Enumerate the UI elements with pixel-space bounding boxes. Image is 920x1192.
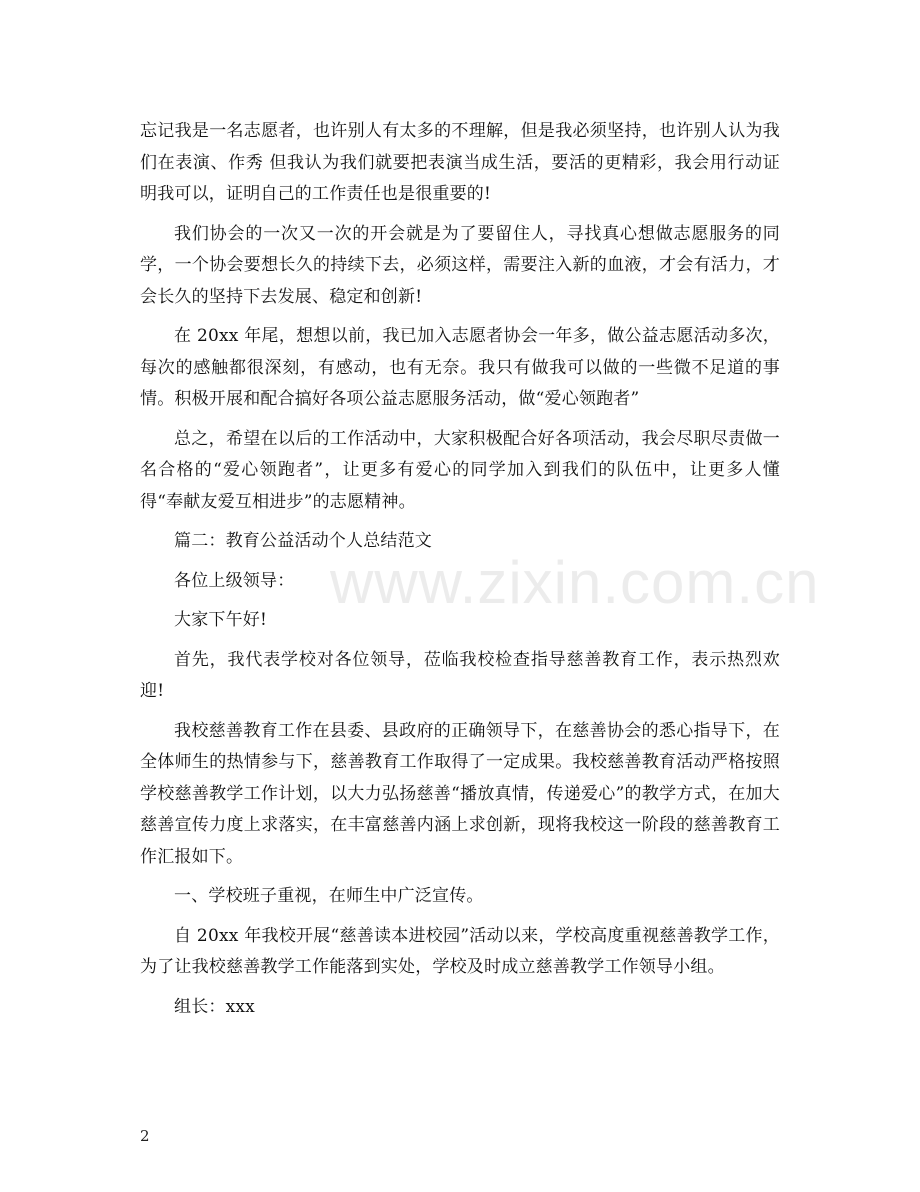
- salutation: 各位上级领导：: [174, 570, 295, 591]
- watermark: www.zixin.com.cn: [330, 549, 820, 616]
- greeting: 大家下午好!: [174, 610, 268, 630]
- document-body: [140, 116, 780, 1031]
- paragraph: 总之，希望在以后的工作活动中，大家积极配合好各项活动，我会尽职尽责做一名合格的“爱心领跑者”，让更多有爱心的同学加入到我们的队伍中，让更多人懂得“奉献友爱互相进步”的志愿精神。: [140, 428, 780, 512]
- paragraph: 组长：xxx: [174, 996, 255, 1017]
- paragraph: 首先，我代表学校对各位领导，莅临我校检查指导慈善教育工作，表示热烈欢迎!: [140, 649, 780, 701]
- paragraph: 在 20xx 年尾，想想以前，我已加入志愿者协会一年多，做公益志愿活动多次，每次的感触都很深刻，有感动，也有无奈。我只有做我可以做的一些微不足道的事情。积极开展和配合搞好各项公益志愿服务活动，做“爱心领跑者”: [140, 326, 780, 409]
- subsection-heading: 一、学校班子重视，在师生中广泛宣传。: [174, 886, 484, 906]
- paragraph: 我们协会的一次又一次的开会就是为了要留住人，寻找真心想做志愿服务的同学，一个协会要想长久的持续下去，必须这样，需要注入新的血液，才会有活力，才会长久的坚持下去发展、稳定和创新!: [140, 223, 780, 307]
- paragraph: 忘记我是一名志愿者，也许别人有太多的不理解，但是我必须坚持，也许别人认为我们在表演、作秀 但我认为我们就要把表演当成生活，要活的更精彩，我会用行动证明我可以，证明自己的工作责任也是很重要的!: [140, 121, 780, 204]
- paragraph: 自 20xx 年我校开展“慈善读本进校园”活动以来，学校高度重视慈善教学工作，为了让我校慈善教学工作能落到实处，学校及时成立慈善教学工作领导小组。: [140, 925, 780, 977]
- section-heading: 篇二：教育公益活动个人总结范文: [174, 531, 432, 551]
- page-number: 2: [140, 1127, 150, 1145]
- paragraph: 我校慈善教育工作在县委、县政府的正确领导下，在慈善协会的悉心指导下，在全体师生的热情参与下，慈善教育工作取得了一定成果。我校慈善教育活动严格按照学校慈善教学工作计划，以大力弘扬慈善“播放真情，传递爱心”的教学方式，在加大慈善宣传力度上求落实，在丰富慈善内涵上求创新，现将我校这一阶段的慈善教育工作汇报如下。: [140, 720, 780, 867]
